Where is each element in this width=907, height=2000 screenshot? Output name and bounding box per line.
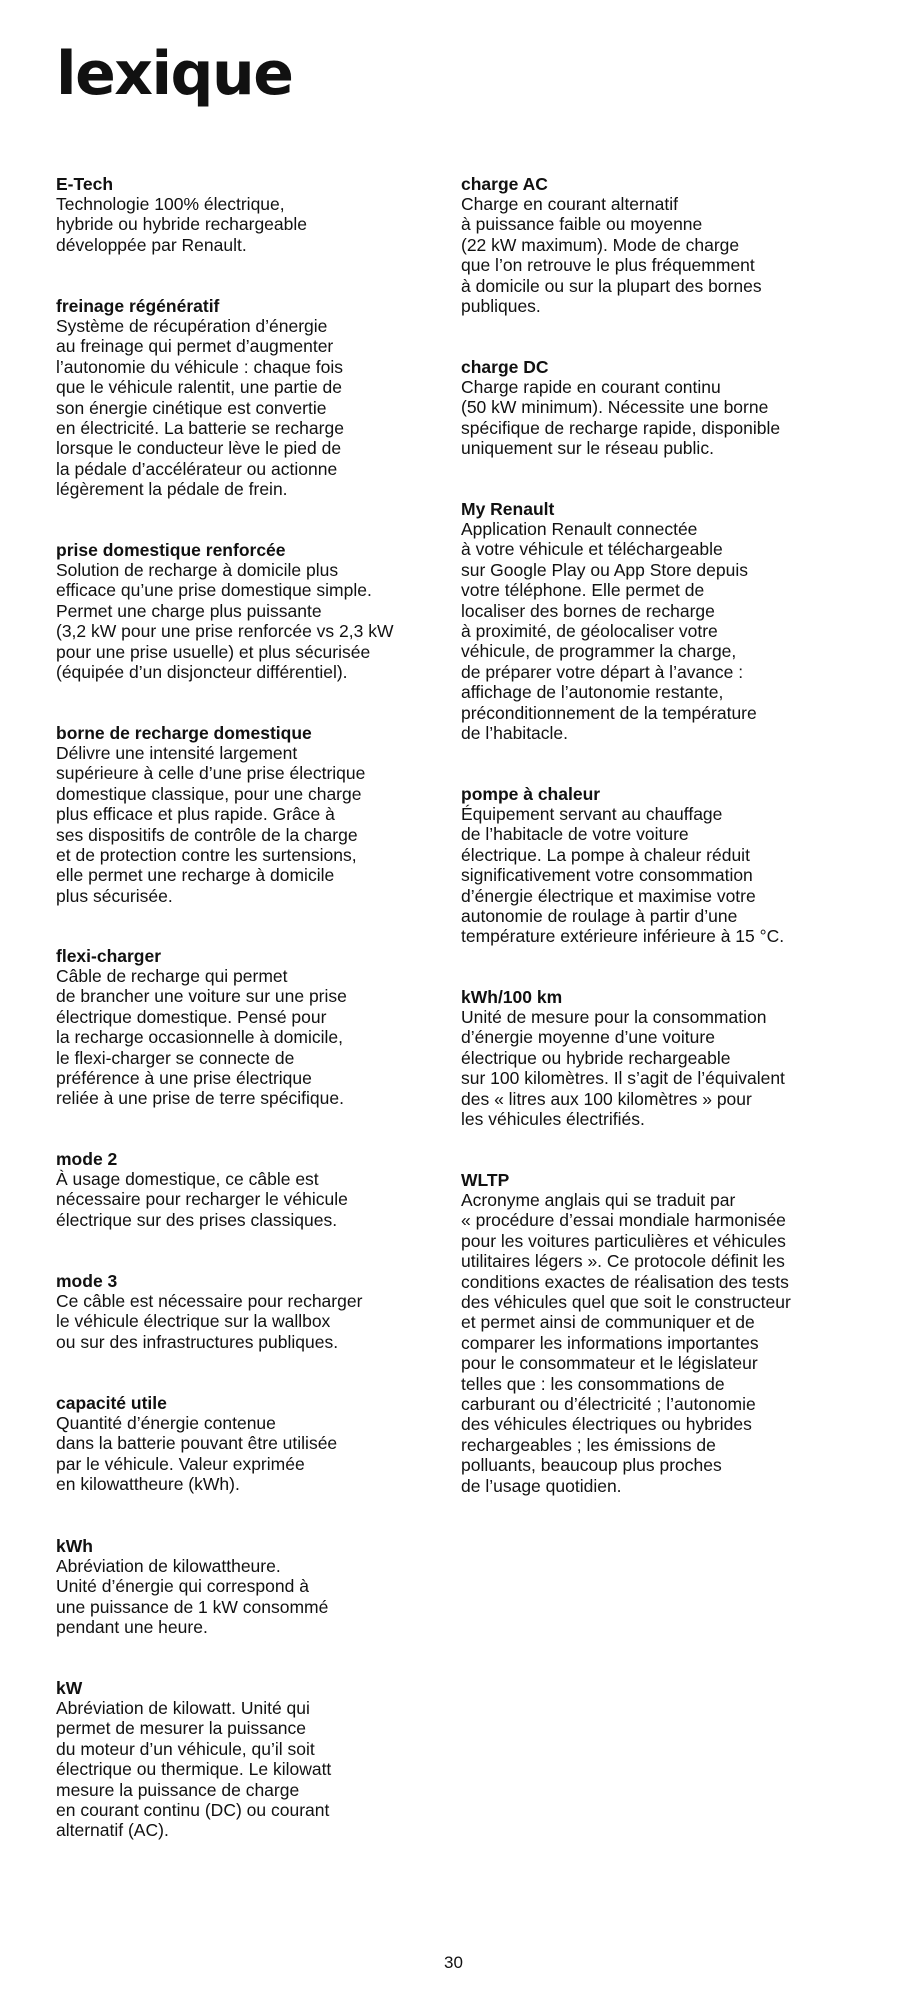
glossary-definition: Application Renault connectée à votre véhicule et téléchargeable sur Google Play ou App Store depuis votre téléphone. Elle permet de localiser des bornes de recharge à proximité, de géolocaliser votre véhicule, de programmer la charge, de préparer votre départ à l’avance : affichage de l’autonomie restante, préconditionnement de la température de l’habitacle. (461, 519, 757, 744)
glossary-term: capacité utile (56, 1393, 167, 1413)
glossary-term: WLTP (461, 1170, 510, 1190)
glossary-entry-kw (56, 1678, 446, 1841)
glossary-term: prise domestique renforcée (56, 540, 286, 560)
glossary-definition: Technologie 100% électrique, hybride ou hybride rechargeable développée par Renault. (56, 194, 307, 255)
glossary-term: pompe à chaleur (461, 784, 601, 804)
glossary-term: kWh (56, 1536, 93, 1556)
glossary-entry-my-renault (461, 499, 861, 743)
glossary-entry-kwh (56, 1536, 446, 1638)
glossary-entry-prise-domestique-renforcee (56, 540, 446, 682)
glossary-definition: Unité de mesure pour la consommation d’énergie moyenne d’une voiture électrique ou hybride rechargeable sur 100 kilomètres. Il s’agit de l’équivalent des « litres aux 100 kilomètres » pour les véhicules électrifiés. (461, 1007, 785, 1130)
glossary-entry-capacite-utile (56, 1393, 446, 1495)
glossary-entry-freinage-regeneratif (56, 296, 446, 500)
glossary-entry-kwh-100-km (461, 987, 861, 1129)
glossary-term: kWh/100 km (461, 987, 563, 1007)
page-title: lexique (56, 39, 293, 109)
glossary-term: charge DC (461, 357, 549, 377)
glossary-definition: Acronyme anglais qui se traduit par « procédure d’essai mondiale harmonisée pour les voitures particulières et véhicules utilitaires légers ». Ce protocole définit les conditions exactes de réalisation des tests des véhicules quel que soit le constructeur et permet ainsi de communiquer et de comparer les informations importantes pour le consommateur et le législateur telles que : les consommations de carburant ou d’électricité ; l’autonomie des véhicules électriques ou hybrides rechargeables ; les émissions de polluants, beaucoup plus proches de l’usage quotidien. (461, 1190, 791, 1496)
glossary-entry-e-tech (56, 174, 446, 255)
glossary-term: borne de recharge domestique (56, 723, 312, 743)
glossary-term: My Renault (461, 499, 555, 519)
glossary-definition: Équipement servant au chauffage de l’habitacle de votre voiture électrique. La pompe à chaleur réduit significativement votre consommation d’énergie électrique et maximise votre autonomie de roulage à partir d’une température extérieure inférieure à 15 °C. (461, 804, 785, 947)
glossary-definition: Abréviation de kilowattheure. Unité d’énergie qui correspond à une puissance de 1 kW consommé pendant une heure. (56, 1556, 329, 1638)
glossary-definition: Système de récupération d’énergie au freinage qui permet d’augmenter l’autonomie du véhicule : chaque fois que le véhicule ralentit, une partie de son énergie cinétique est convertie en électricité. La batterie se recharge lorsque le conducteur lève le pied de la pédale d’accélérateur ou actionne légèrement la pédale de frein. (56, 316, 344, 500)
glossary-definition: Câble de recharge qui permet de brancher une voiture sur une prise électrique domestique. Pensé pour la recharge occasionnelle à domicile, le flexi-charger se connecte de préférence à une prise électrique reliée à une prise de terre spécifique. (56, 966, 347, 1109)
glossary-definition: Ce câble est nécessaire pour recharger le véhicule électrique sur la wallbox ou sur des infrastructures publiques. (56, 1291, 363, 1352)
glossary-entry-mode-3 (56, 1271, 446, 1352)
glossary-definition: Solution de recharge à domicile plus efficace qu’une prise domestique simple. Permet une charge plus puissante (3,2 kW pour une prise renforcée vs 2,3 kW pour une prise usuelle) et plus sécurisée (équipée d’un disjoncteur différentiel). (56, 560, 394, 683)
glossary-definition: À usage domestique, ce câble est nécessaire pour recharger le véhicule électrique sur des prises classiques. (56, 1169, 348, 1230)
glossary-definition: Charge en courant alternatif à puissance faible ou moyenne (22 kW maximum). Mode de charge que l’on retrouve le plus fréquemment à domicile ou sur la plupart des bornes publiques. (461, 194, 762, 317)
glossary-term: freinage régénératif (56, 296, 220, 316)
glossary-term: mode 3 (56, 1271, 118, 1291)
glossary-definition: Quantité d’énergie contenue dans la batterie pouvant être utilisée par le véhicule. Valeur exprimée en kilowattheure (kWh). (56, 1413, 338, 1495)
glossary-entry-flexi-charger (56, 946, 446, 1109)
glossary-entry-borne-de-recharge-domestique (56, 723, 446, 906)
glossary-entry-pompe-a-chaleur (461, 784, 861, 947)
glossary-term: charge AC (461, 174, 548, 194)
glossary-entry-wltp (461, 1170, 861, 1496)
glossary-entry-charge-ac (461, 174, 861, 316)
glossary-term: flexi-charger (56, 946, 162, 966)
glossary-definition: Charge rapide en courant continu (50 kW minimum). Nécessite une borne spécifique de recharge rapide, disponible uniquement sur le réseau public. (461, 377, 781, 459)
glossary-entry-charge-dc (461, 357, 861, 459)
page-number: 30 (444, 1953, 463, 1972)
glossary-definition: Délivre une intensité largement supérieure à celle d’une prise électrique domestique classique, pour une charge plus efficace et plus rapide. Grâce à ses dispositifs de contrôle de la charge et de protection contre les surtensions, elle permet une recharge à domicile plus sécurisée. (56, 743, 366, 906)
glossary-term: E-Tech (56, 174, 114, 194)
glossary-term: mode 2 (56, 1149, 118, 1169)
glossary-term: kW (56, 1678, 83, 1698)
glossary-entry-mode-2 (56, 1149, 446, 1230)
glossary-definition: Abréviation de kilowatt. Unité qui permet de mesurer la puissance du moteur d’un véhicule, qu’il soit électrique ou thermique. Le kilowatt mesure la puissance de charge en courant continu (DC) ou courant alternatif (AC). (56, 1698, 332, 1841)
